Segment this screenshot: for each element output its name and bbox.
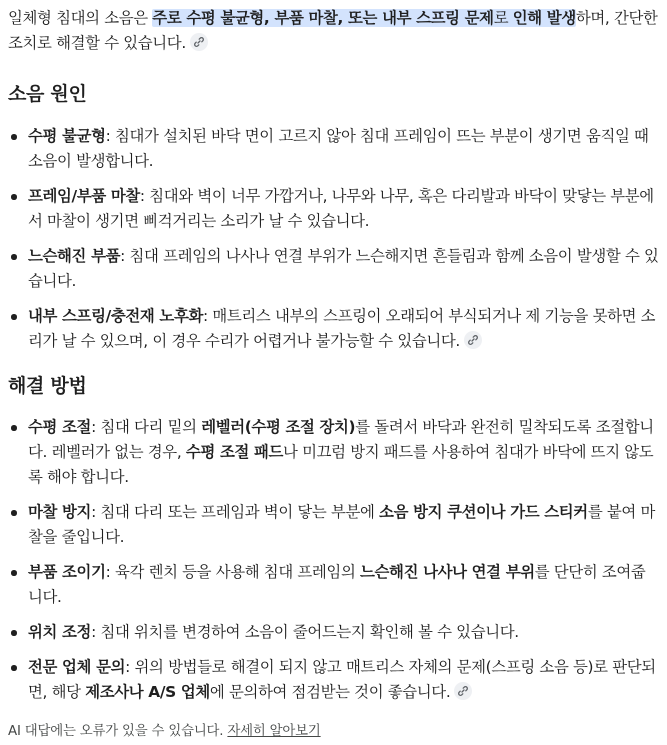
item-text: 를 붙여 마찰을 줄입니다. (28, 503, 655, 546)
list-item (8, 560, 659, 610)
item-text: 에 문의하여 점검받는 것이 좋습니다. (209, 683, 451, 701)
intro-highlight-particle: 로 (493, 9, 513, 27)
item-text: : 침대 프레임의 나사나 연결 부위가 느슨해지면 흔들림과 함께 소음이 발생할 수 있습니다. (28, 247, 659, 290)
item-text: : 침대 다리 밑의 (91, 418, 202, 436)
list-item (8, 655, 659, 705)
item-text: : 침대 위치를 변경하여 소음이 줄어드는지 확인해 볼 수 있습니다. (91, 623, 519, 641)
item-term: 위치 조정 (28, 623, 92, 641)
intro-paragraph (8, 6, 659, 56)
item-term: 내부 스프링/충전재 노후화 (28, 307, 203, 325)
list-item (8, 304, 659, 354)
item-term: 프레임/부품 마찰 (28, 187, 140, 205)
learn-more-link[interactable]: 자세히 알아보기 (227, 724, 321, 739)
item-emphasis: 소음 방지 쿠션이나 가드 스티커 (379, 503, 588, 521)
disclaimer-text: AI 대답에는 오류가 있을 수 있습니다. (8, 724, 228, 739)
item-text: : 침대와 벽이 너무 가깝거나, 나무와 나무, 혹은 다리발과 바닥이 맞닿는 부분에서 마찰이 생기면 삐걱거리는 소리가 날 수 있습니다. (28, 187, 654, 230)
item-term: 부품 조이기 (28, 563, 106, 581)
link-icon[interactable] (454, 682, 472, 700)
list-item (8, 500, 659, 550)
link-icon[interactable] (464, 331, 482, 349)
item-term: 수평 조절 (28, 418, 92, 436)
item-text: : 침대가 설치된 바닥 면이 고르지 않아 침대 프레임이 뜨는 부분이 생기면 움직일 때 소음이 발생합니다. (28, 127, 649, 170)
solutions-list (8, 415, 659, 705)
list-item (8, 620, 659, 645)
link-icon[interactable] (190, 33, 208, 51)
item-term: 마찰 방지 (28, 503, 92, 521)
item-emphasis: 느슨해진 나사나 연결 부위 (360, 563, 535, 581)
section-heading-causes: 소음 원인 (8, 83, 87, 105)
item-emphasis: 레벨러(수평 조절 장치) (201, 418, 356, 436)
item-term: 느슨해진 부품 (28, 247, 121, 265)
item-text: 를 단단히 조여줍니다. (28, 563, 646, 606)
item-term: 전문 업체 문의 (28, 658, 126, 676)
intro-tail: 하며, 간단한 조치로 해결할 수 있습니다. (8, 9, 658, 52)
item-text: : 매트리스 내부의 스프링이 오래되어 부식되거나 제 기능을 못하면 소리가 날 수 있으며, 이 경우 수리가 어렵거나 불가능할 수 있습니다. (28, 307, 656, 350)
intro-lead: 일체형 침대의 소음은 (8, 9, 153, 27)
item-text: : 침대 다리 또는 프레임과 벽이 닿는 부분에 (91, 503, 380, 521)
item-emphasis: 수평 조절 패드 (185, 443, 284, 461)
item-text: 나 미끄럼 방지 패드를 사용하여 침대가 바닥에 뜨지 않도록 해야 합니다. (28, 443, 654, 486)
list-item (8, 244, 659, 294)
ai-disclaimer (8, 720, 659, 739)
causes-list (8, 124, 659, 354)
item-term: 수평 불균형 (28, 127, 106, 145)
section-heading-solutions: 해결 방법 (8, 375, 87, 397)
item-text: 를 돌려서 바닥과 완전히 밀착되도록 조절합니다. 레벨러가 없는 경우, (28, 418, 654, 461)
list-item (8, 415, 659, 490)
intro-highlight (152, 9, 576, 27)
intro-highlight-bold-2: 인해 발생 (512, 9, 576, 27)
list-item (8, 184, 659, 234)
list-item (8, 124, 659, 174)
item-emphasis: 제조사나 A/S 업체 (85, 683, 210, 701)
item-text: : 위의 방법들로 해결이 되지 않고 매트리스 자체의 문제(스프링 소음 등)로 판단되면, 해당 (28, 658, 656, 701)
intro-highlight-bold: 주로 수평 불균형, 부품 마찰, 또는 내부 스프링 문제 (152, 9, 494, 27)
item-text: : 육각 렌치 등을 사용해 침대 프레임의 (105, 563, 361, 581)
